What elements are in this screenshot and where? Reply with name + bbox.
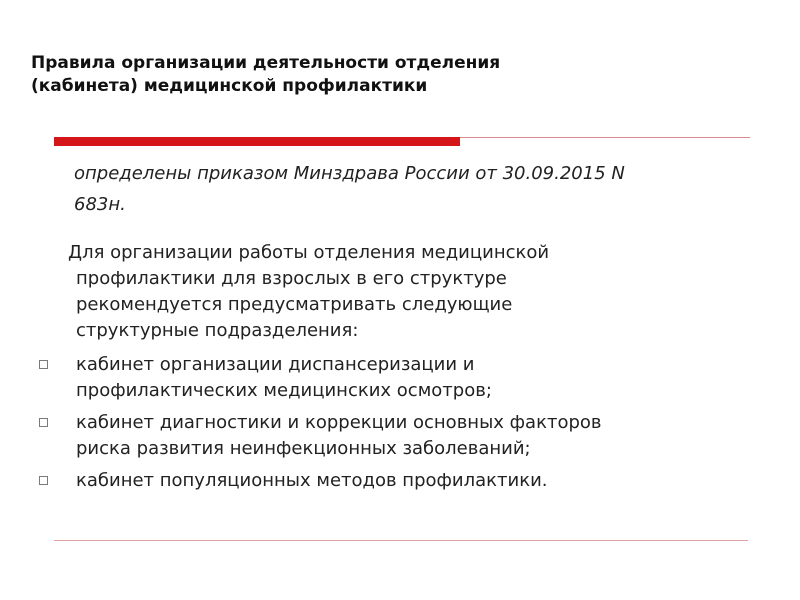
intro-paragraph [58, 240, 549, 344]
intro-line-2: профилактики для взрослых в его структуре [76, 268, 507, 289]
list-item [38, 352, 602, 404]
slide-title [31, 52, 771, 98]
square-bullet-icon [39, 418, 48, 427]
list-item-line: кабинет организации диспансеризации и [76, 354, 475, 375]
list-item [38, 468, 602, 494]
list-item [38, 410, 602, 462]
square-bullet-icon [39, 476, 48, 485]
list-item-line: кабинет популяционных методов профилактики. [76, 470, 548, 491]
square-bullet-icon [39, 360, 48, 369]
order-reference [74, 158, 625, 220]
accent-rule-top [460, 137, 750, 138]
order-reference-line-2: 683н. [74, 194, 126, 215]
list-item-line: кабинет диагностики и коррекции основных факторов [76, 412, 602, 433]
accent-bar [54, 137, 460, 146]
intro-line-1: Для организации работы отделения медицинской [68, 242, 550, 263]
slide-title-line-2: (кабинета) медицинской профилактики [31, 76, 428, 96]
order-reference-line-1: определены приказом Минздрава России от 30.09.2015 N [74, 163, 625, 184]
intro-line-3: рекомендуется предусматривать следующие [76, 294, 513, 315]
intro-line-4: структурные подразделения: [76, 320, 359, 341]
list-item-line: риска развития неинфекционных заболеваний; [76, 438, 531, 459]
list-item-line: профилактических медицинских осмотров; [76, 380, 492, 401]
slide-title-line-1: Правила организации деятельности отделения [31, 53, 501, 73]
subdivision-list [38, 352, 602, 500]
footer-rule [54, 540, 748, 541]
